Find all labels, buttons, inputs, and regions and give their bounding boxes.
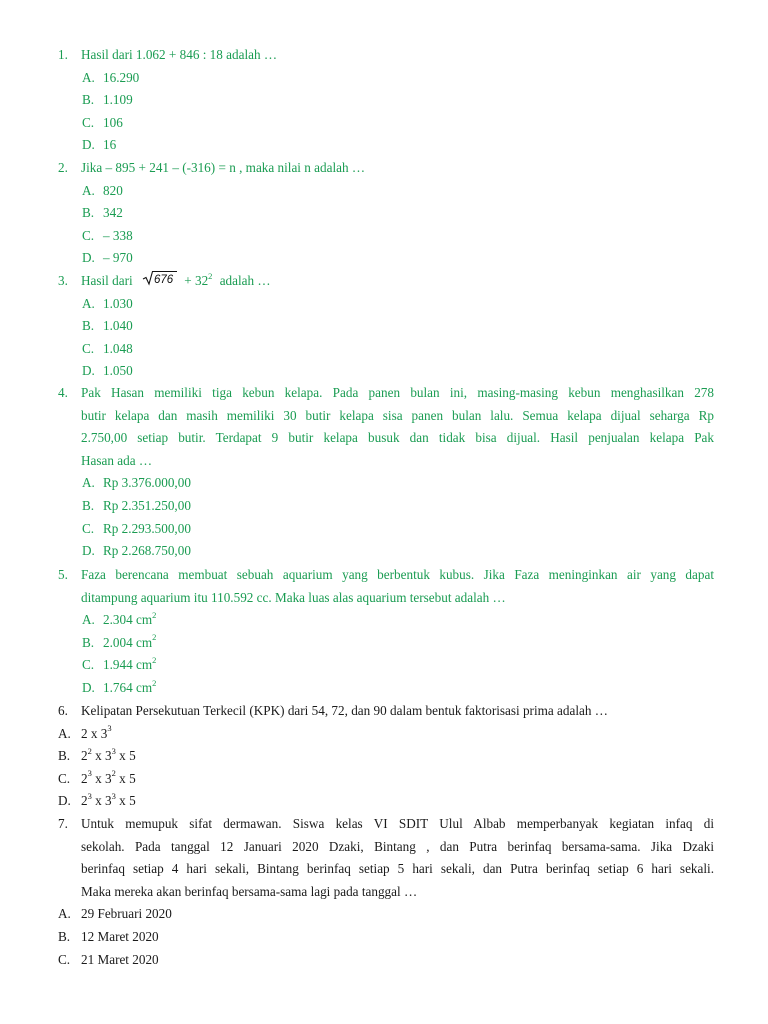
option-c: C. – 338 — [58, 225, 714, 248]
option-a: A. 820 — [58, 180, 714, 203]
option-d: D. – 970 — [58, 247, 714, 270]
option-a: A. 2.304 $cm^2$ — [58, 609, 714, 632]
option-c: C. 1.048 — [58, 338, 714, 361]
option-a: A. 29 Februari 2020 — [58, 903, 714, 926]
option-value: 1.944 $cm^2$ — [103, 654, 157, 673]
question-text: Kelipatan Persekutuan Terkecil (KPK) dari 54, 72, dan 90 dalam bentuk faktorisasi prima adalah … — [81, 703, 608, 718]
option-value: 1.109 — [103, 92, 133, 108]
option-c: C. 106 — [58, 112, 714, 135]
option-value: 106 — [103, 114, 123, 130]
option-d: D. 1.764 $cm^2$ — [58, 677, 714, 700]
option-value: 29 Februari 2020 — [81, 906, 172, 922]
option-b: B. 1.109 — [58, 89, 714, 112]
option-value: Rp 3.376.000,00 — [103, 475, 191, 491]
question-5 — [58, 564, 714, 700]
option-a: A. 16.290 — [58, 67, 714, 90]
question-text: Jika – 895 + 241 – (-316) = n , maka nilai n adalah … — [81, 160, 366, 175]
option-value: $2^3$ x $3^2$ x 5 — [81, 768, 136, 786]
question-number: 7. — [58, 816, 68, 831]
question-2 — [58, 157, 714, 270]
question-text: Hasil dari 1.062 + 846 : 18 adalah … — [81, 47, 278, 62]
question-7 — [58, 813, 714, 971]
option-b: B. 12 Maret 2020 — [58, 926, 714, 949]
option-value: 1.050 — [103, 363, 133, 379]
option-b: B. 342 — [58, 202, 714, 225]
square-root-icon — [142, 270, 178, 294]
option-value: 16 — [103, 137, 117, 153]
option-d: D. $2^3$ x $3^3$ x 5 — [58, 790, 714, 813]
option-value: – 970 — [103, 250, 133, 266]
option-b: B. 2.004 $cm^2$ — [58, 632, 714, 655]
question-text: Untuk memupuk sifat dermawan. Siswa kelas VI SDIT Ulul Albab memperbanyak kegiatan infaq di sekolah. Pada tanggal 12 Januari 2020 Dzaki, Bintang , dan Putra berinfaq bersama-sama. Jika Dzaki berinfaq setiap 4 hari sekali, Bintang berinfaq setiap 5 hari sekali, dan Putra berinfaq setiap 6 hari sekali. Maka mereka akan berinfaq bersama-sama lagi pada tanggal … — [81, 816, 714, 899]
option-c: C. 1.944 $cm^2$ — [58, 654, 714, 677]
option-a: A. 1.030 — [58, 293, 714, 316]
question-number: 3. — [58, 273, 68, 288]
option-value: Rp 2.351.250,00 — [103, 497, 191, 513]
question-number: 1. — [58, 47, 68, 62]
question-4 — [58, 382, 714, 563]
power-term: $32^2$ — [194, 270, 213, 288]
option-d: D. Rp 2.268.750,00 — [58, 540, 714, 563]
option-d: D. 1.050 — [58, 360, 714, 383]
question-1 — [58, 44, 714, 157]
option-c: C. $2^3$ x $3^2$ x 5 — [58, 768, 714, 791]
question-number: 5. — [58, 567, 68, 582]
option-a: A. Rp 3.376.000,00 — [58, 472, 714, 495]
option-c: C. 21 Maret 2020 — [58, 949, 714, 972]
question-text: Pak Hasan memiliki tiga kebun kelapa. Pada panen bulan ini, masing-masing kebun menghasilkan 278 butir kelapa dan masih memiliki 30 butir kelapa sisa panen bulan lalu. Semua kelapa dijual seharga Rp 2.750,00 setiap butir. Terdapat 9 butir kelapa busuk dan tidak bisa dijual. Hasil penjualan kelapa Pak Hasan ada … — [81, 385, 714, 468]
option-value: Rp 2.293.500,00 — [103, 520, 191, 536]
question-3 — [58, 270, 714, 383]
question-number: 2. — [58, 160, 68, 175]
question-number: 6. — [58, 703, 68, 718]
option-value: Rp 2.268.750,00 — [103, 543, 191, 559]
question-number: 4. — [58, 385, 68, 400]
option-value: $2^3$ x $3^3$ x 5 — [81, 790, 136, 809]
option-value: 2.304 $cm^2$ — [103, 609, 157, 628]
option-value: $2^2$ x $3^3$ x 5 — [81, 745, 136, 764]
question-6 — [58, 700, 714, 813]
option-a: A. 2 x $3^3$ — [58, 723, 714, 746]
option-d: D. 16 — [58, 134, 714, 157]
option-value: 16.290 — [103, 69, 140, 85]
option-b: B. 1.040 — [58, 315, 714, 338]
option-b: B. $2^2$ x $3^3$ x 5 — [58, 745, 714, 768]
option-value: 1.030 — [103, 295, 133, 311]
option-b: B. Rp 2.351.250,00 — [58, 495, 714, 518]
option-value: 2.004 $cm^2$ — [103, 632, 157, 650]
option-c: C. Rp 2.293.500,00 — [58, 518, 714, 541]
option-value: – 338 — [103, 227, 133, 243]
option-value: 342 — [103, 205, 123, 221]
radicand-text: 676 — [153, 274, 174, 287]
option-value: 2 x $3^3$ — [81, 723, 112, 741]
option-value: 1.764 $cm^2$ — [103, 677, 157, 695]
option-value: 1.048 — [103, 340, 133, 356]
option-value: 21 Maret 2020 — [81, 951, 159, 967]
question-text: Faza berencana membuat sebuah aquarium yang berbentuk kubus. Jika Faza meninginkan air yang dapat ditampung aquarium itu 110.592 cc. Maka luas alas aquarium tersebut adalah … — [81, 567, 714, 605]
option-value: 12 Maret 2020 — [81, 928, 159, 944]
question-text: Hasil dari 676 + $32^2$ adalah … — [81, 270, 271, 294]
option-value: 1.040 — [103, 318, 133, 334]
option-value: 820 — [103, 182, 123, 198]
